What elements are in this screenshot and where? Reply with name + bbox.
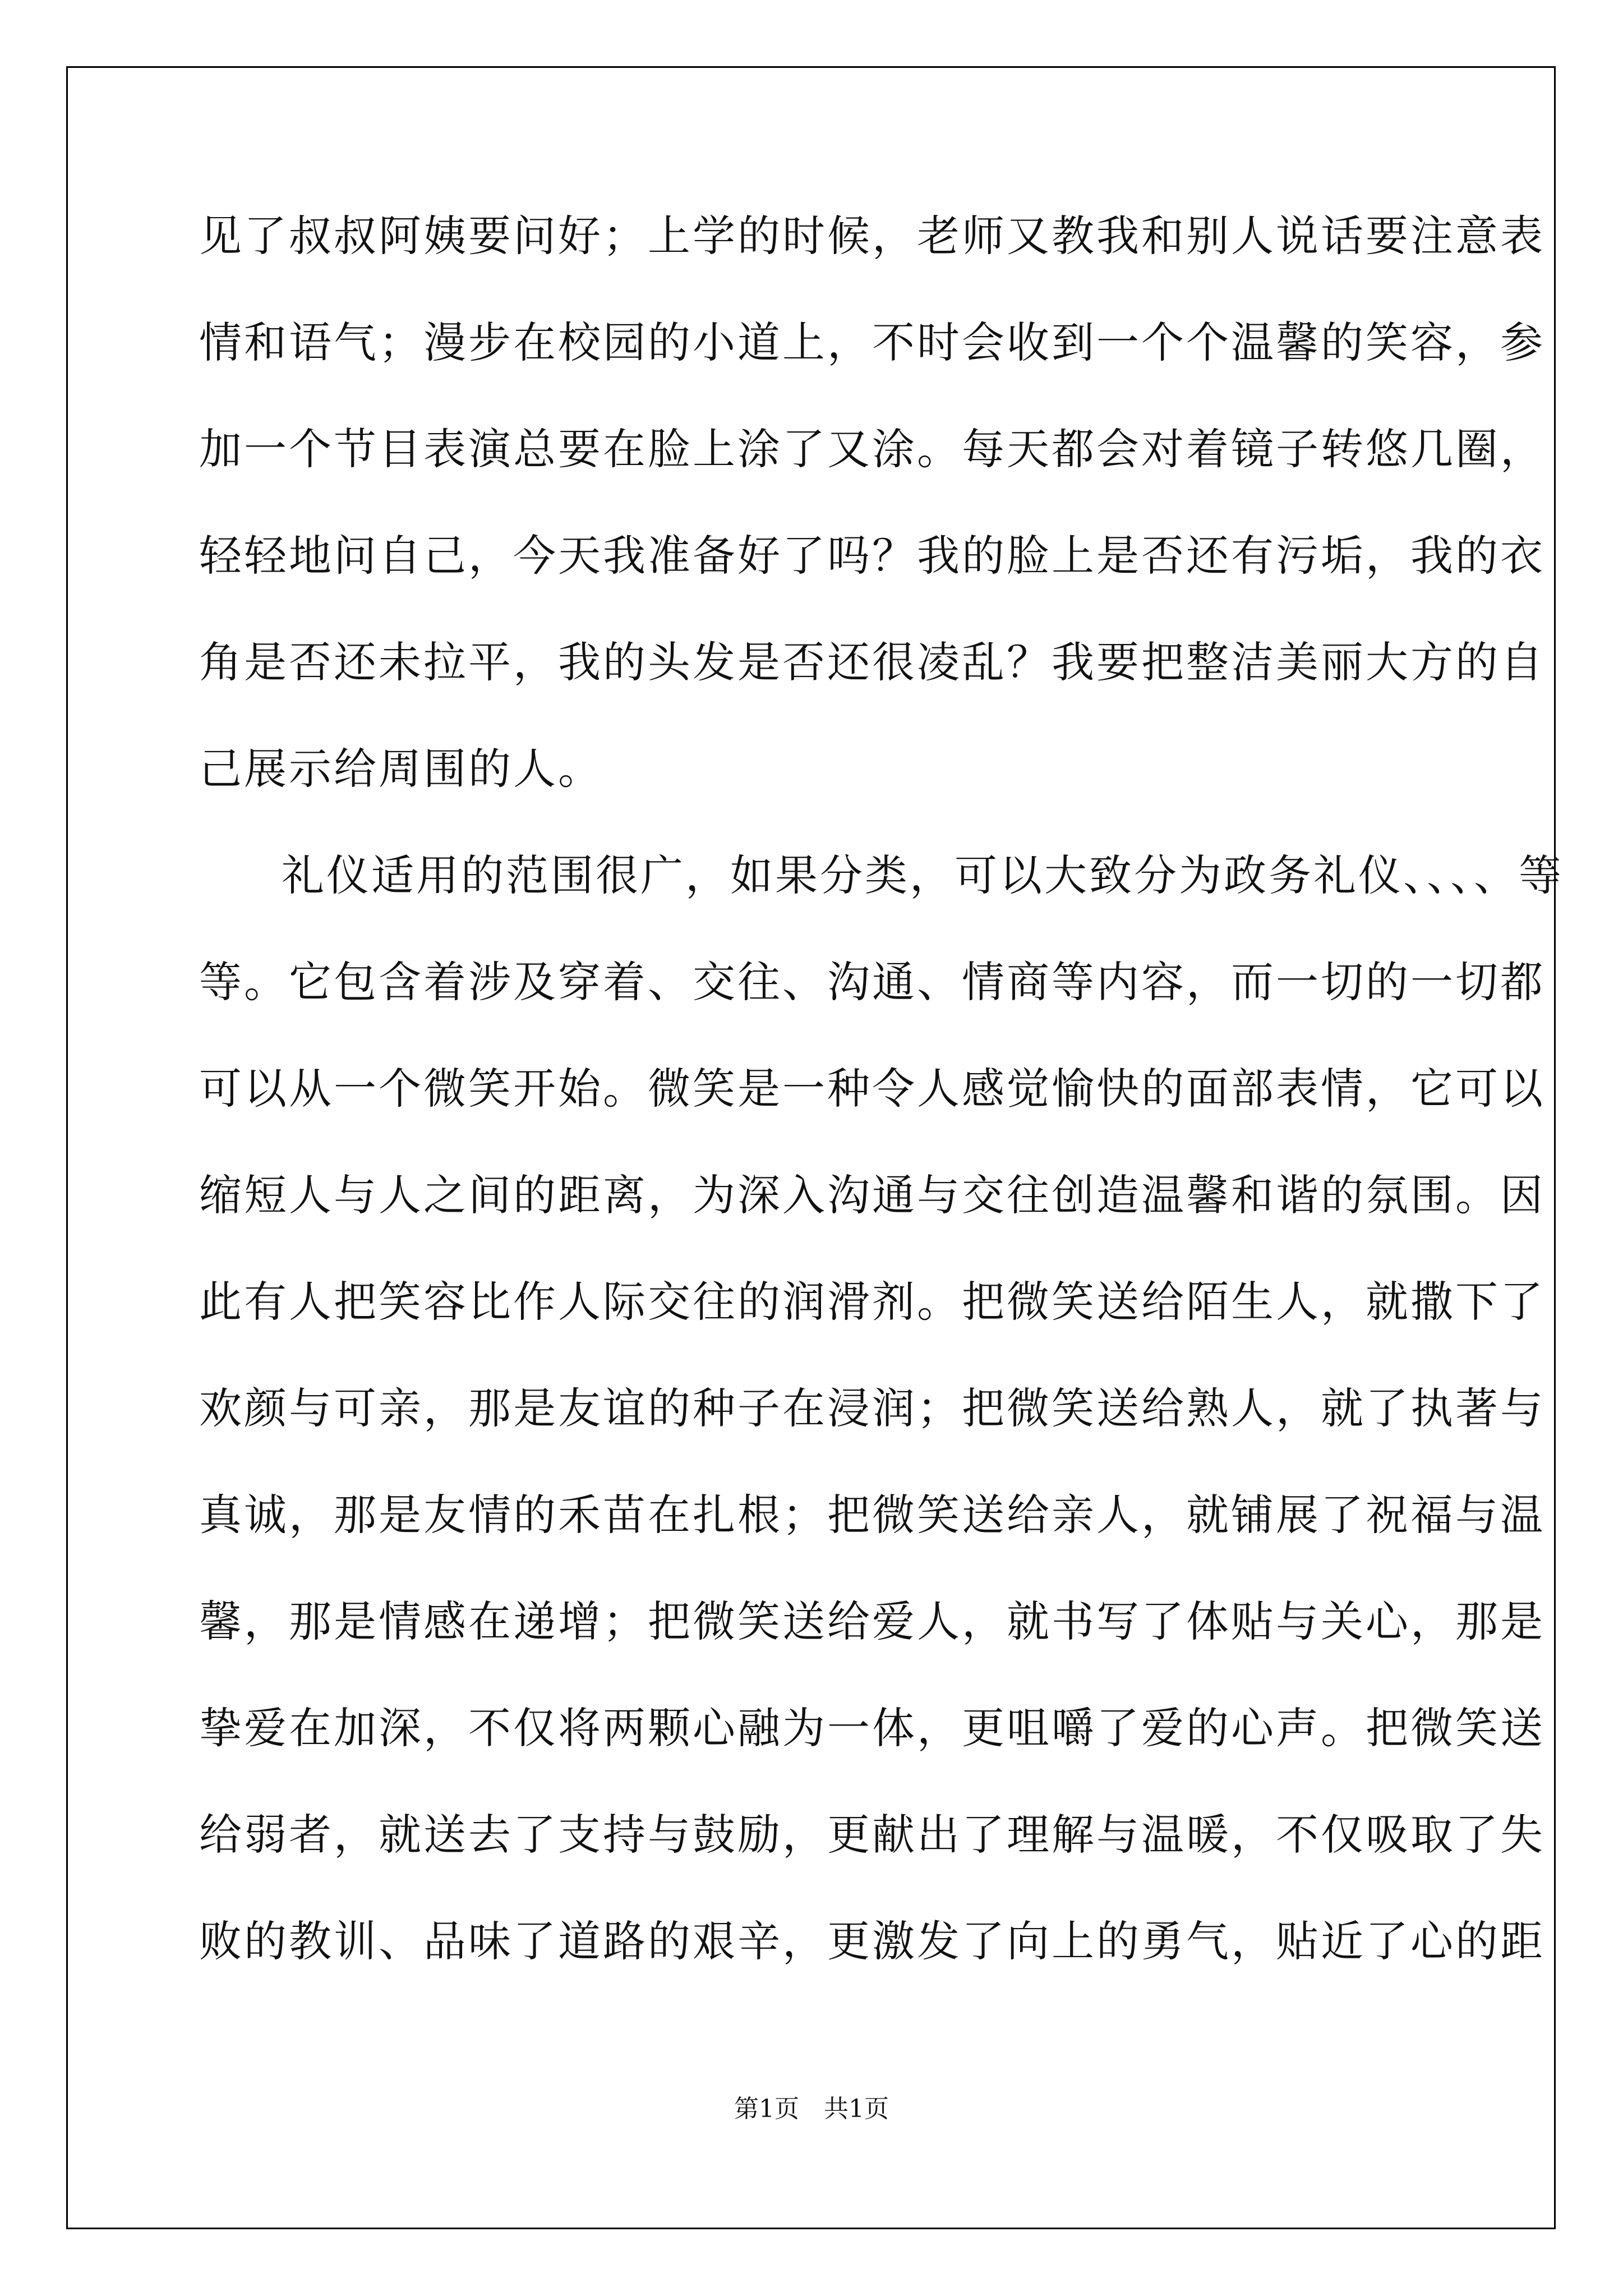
page-number-footer: 第1页 共1页 (734, 2095, 889, 2123)
text-line: 挚爱在加深，不仅将两颗心融为一体，更咀嚼了爱的心声。把微笑送 (199, 1703, 1545, 1753)
text-line: 给弱者，就送去了支持与鼓励，更献出了理解与温暖，不仅吸取了失 (199, 1810, 1545, 1860)
text-line: 情和语气；漫步在校园的小道上，不时会收到一个个温馨的笑容，参 (199, 318, 1545, 367)
text-line: 加一个节目表演总要在脸上涂了又涂。每天都会对着镜子转悠几圈， (199, 424, 1545, 474)
text-line-indented: 礼仪适用的范围很广，如果分类，可以大致分为政务礼仪、、、、等 (282, 850, 1564, 900)
text-line: 馨，那是情感在递增；把微笑送给爱人，就书写了体贴与关心，那是 (199, 1596, 1545, 1646)
text-line: 见了叔叔阿姨要问好；上学的时候，老师又教我和别人说话要注意表 (199, 211, 1545, 261)
text-line: 此有人把笑容比作人际交往的润滑剂。把微笑送给陌生人，就撒下了 (199, 1277, 1545, 1327)
text-line: 己展示给周围的人。 (199, 744, 603, 794)
text-line: 等。它包含着涉及穿着、交往、沟通、情商等内容，而一切的一切都 (199, 957, 1545, 1007)
text-line: 角是否还未拉平，我的头发是否还很凌乱？我要把整洁美丽大方的自 (199, 637, 1545, 687)
text-line: 败的教训、品味了道路的艰辛，更激发了向上的勇气，贴近了心的距 (199, 1916, 1545, 1966)
text-line: 可以从一个微笑开始。微笑是一种令人感觉愉快的面部表情，它可以 (199, 1064, 1545, 1114)
text-line: 轻轻地问自己，今天我准备好了吗？我的脸上是否还有污垢，我的衣 (199, 531, 1545, 581)
text-line: 真诚，那是友情的禾苗在扎根；把微笑送给亲人，就铺展了祝福与温 (199, 1490, 1545, 1540)
text-line: 欢颜与可亲，那是友谊的种子在浸润；把微笑送给熟人，就了执著与 (199, 1383, 1545, 1433)
text-line: 缩短人与人之间的距离，为深入沟通与交往创造温馨和谐的氛围。因 (199, 1170, 1545, 1220)
page-border (66, 66, 1556, 2229)
